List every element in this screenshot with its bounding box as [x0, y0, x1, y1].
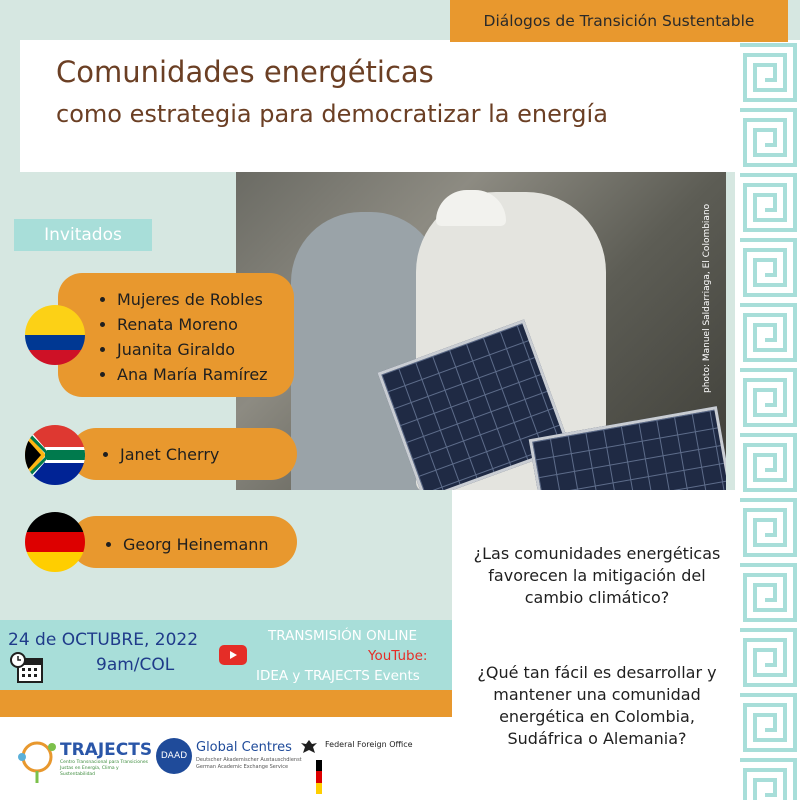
page-subtitle: como estrategia para democratizar la energía	[56, 100, 608, 128]
south-africa-flag-icon	[25, 425, 85, 485]
guest-name: • Janet Cherry	[120, 442, 219, 467]
federal-foreign-office-label: Federal Foreign Office	[325, 740, 413, 749]
guests-germany-list	[103, 532, 269, 557]
colombia-flag-icon	[25, 305, 85, 365]
guests-colombia-list	[97, 287, 268, 387]
daad-title: Global Centres	[196, 740, 292, 755]
series-label: Diálogos de Transición Sustentable	[450, 0, 788, 42]
question-1: ¿Las comunidades energéticas favorecen la mitigación del cambio climático?	[473, 544, 721, 607]
event-time: 9am/COL	[96, 655, 175, 675]
guests-south-africa-list	[100, 442, 219, 467]
guest-name: • Renata Moreno	[117, 312, 268, 337]
federal-eagle-icon	[300, 738, 318, 756]
guest-name: • Georg Heinemann	[123, 532, 269, 557]
question-2: ¿Qué tan fácil es desarrollar y mantener una comunidad energética en Colombia, Sudáfrica o Alemania?	[477, 663, 717, 748]
youtube-label: YouTube:	[368, 648, 428, 664]
guest-name: • Juanita Giraldo	[117, 337, 268, 362]
decorative-pattern	[735, 40, 800, 800]
trajects-subtitle: Centro Transnacional para Transiciones Justas en Energía, Clima y Sustentabilidad	[60, 760, 148, 777]
german-flag-bar-icon	[316, 760, 322, 794]
event-date: 24 de OCTUBRE, 2022	[8, 630, 199, 650]
guests-heading: Invitados	[14, 219, 152, 251]
transmission-label: TRANSMISIÓN ONLINE	[268, 628, 418, 644]
youtube-channel[interactable]: IDEA y TRAJECTS Events	[256, 668, 420, 684]
orange-divider	[0, 690, 452, 717]
calendar-clock-icon	[10, 652, 44, 684]
youtube-icon[interactable]	[219, 645, 247, 665]
guest-name: • Ana María Ramírez	[117, 362, 268, 387]
guest-name: • Mujeres de Robles	[117, 287, 268, 312]
daad-logo: DAAD	[156, 738, 192, 774]
solar-panel-photo	[236, 172, 726, 490]
trajects-wordmark: TRAJECTS	[60, 740, 153, 760]
photo-credit: photo: Manuel Saldarriaga, El Colombiano	[702, 203, 712, 393]
daad-subtitle: Deutscher Akademischer Austauschdienst German Academic Exchange Service	[196, 757, 302, 770]
page-title: Comunidades energéticas	[56, 55, 434, 89]
germany-flag-icon	[25, 512, 85, 572]
